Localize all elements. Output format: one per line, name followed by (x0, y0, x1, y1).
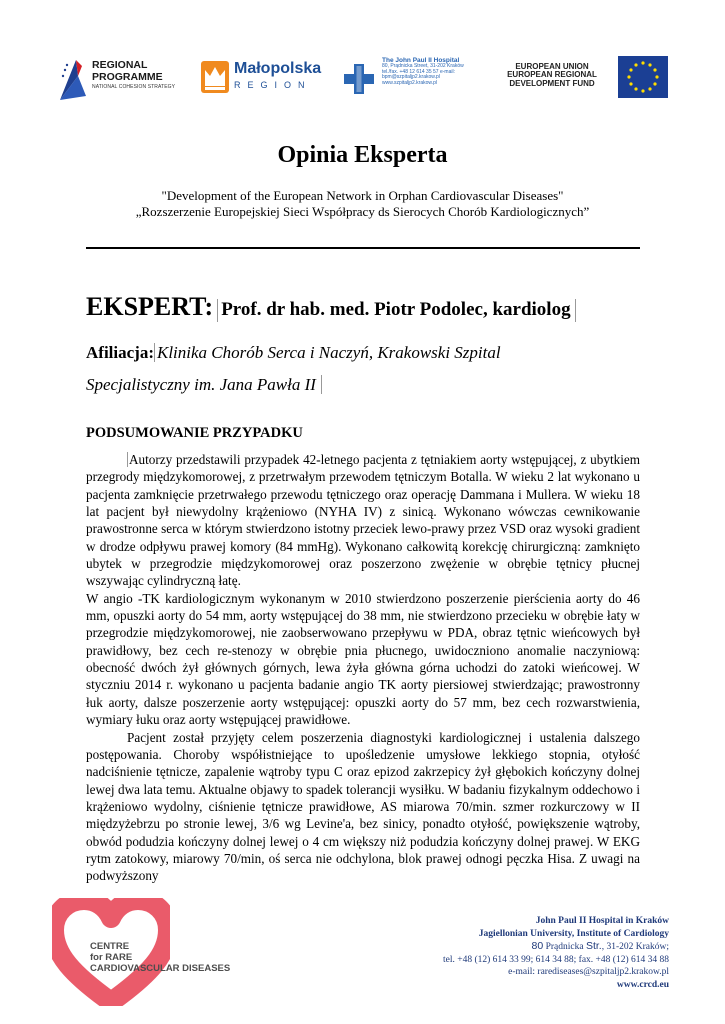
hospital-line4: www.szpitaljp2.krakow.pl (382, 79, 438, 86)
affiliation-field[interactable]: Klinika Chorób Serca i Naczyń, Krakowski Szpital (154, 343, 501, 362)
footer-contact (443, 915, 669, 992)
title-divider (86, 247, 640, 249)
eu-line3: DEVELOPMENT FUND (509, 78, 595, 88)
eu-text (502, 63, 602, 88)
eu-logo (502, 52, 668, 108)
contact-address-street: Prądnicka (545, 942, 584, 953)
paragraph-1-text: Autorzy przedstawili przypadek 42-letnego pacjenta z tętniakiem aorty wstępującej, z ubytkiem przegrody międzykomorowej, z przetrwałym przewodem tętniczym Botalla. W wieku 2 lat wykonano u pacjenta zamknięcie przetrwałego przewodu tętniczego oraz operację Dammana i Mullera. W wieku 18 lat pacjent był niewydolny krążeniowo (NYHA IV) z sinicą. Wykonano wówczas cewnikowanie prawostronne serca w którym stwierdzono istotny przeciek lewo-prawy przez VSD oraz wysoki gradient w drodze odpływu prawej komory (84 mmHg). Wykonano całkowitą korekcję chirurgiczną: zamknięto ubytek w przegrodzie międzykomorowej oraz poszerzono zwężenie w obrębie tętnicy płucnej wszywając cylindryczną łatę. (86, 452, 640, 589)
malopolska-line1: Małopolska (234, 60, 322, 77)
expert-name-field[interactable]: Prof. dr hab. med. Piotr Podolec, kardiolog (217, 299, 575, 322)
hospital-line2: tel./fax. +48 12 614 35 57 e-mail: (382, 68, 455, 75)
crcd-text (90, 942, 230, 975)
eu-flag-icon (618, 56, 668, 98)
contact-address-number: 80 (531, 940, 544, 953)
contact-hospital: John Paul II Hospital in Kraków (535, 916, 669, 926)
contact-address-rest: , 31-202 Kraków; (601, 942, 669, 953)
hospital-text (382, 57, 464, 86)
contact-address-str: Str. (585, 940, 602, 953)
contact-website-link[interactable]: www.crcd.eu (616, 979, 669, 990)
eu-line1: EUROPEAN UNION (515, 62, 589, 71)
expert-line (86, 292, 576, 322)
hospital-line1: 80, Prądnicka Street, 31-202 Kraków (382, 63, 464, 70)
crcd-logo (52, 898, 282, 1006)
case-summary-text (86, 451, 640, 885)
paragraph-3: Pacjent został przyjęty celem poszerzenia diagnostyki kardiologicznej i ustalenia dalszego postępowania. Choroby współistniejące to upośledzenie umysłowe lekkiego stopnia, otyłość nadciśnienie tętnicze, zapalenie wątroby typu C oraz epizod zakrzepicy żył głębokich kończyny dolnej lewej dwa lata temu. Aktualne objawy to spadek tolerancji wysiłku. W badaniu fizykalnym oddechowo i krążeniowo wydolny, ciśnienie tętnicze prawidłowe, AS miarowa 70/min. szmer rozkurczowy w II międzyżebrzu po stronie lewej, 3/6 wg Levine'a, bez sinicy, ponadto otyłość, powiększenie wątroby, obwód podudzia kończyny dolnej lewej o 4 cm większy niż podudzia kończyny dolnej prawej. W EKG rytm zatokowy, miarowy 70/min, oś serca nie odchylona, blok prawej odnogi pęczka Hisa. Z uwagi na podwyższony (86, 729, 640, 884)
expert-label: EKSPERT: (86, 292, 214, 321)
regional-programme-line2: PROGRAMME (92, 70, 163, 83)
crcd-line3: CARDIOVASCULAR DISEASES (90, 962, 231, 974)
affiliation-line-1 (86, 337, 646, 369)
subtitle-polish: „Rozszerzenie Europejskiej Sieci Współpracy ds Sierocych Chorób Kardiologicznych” (135, 204, 590, 219)
contact-email-link[interactable]: e-mail: rarediseases@szpitaljp2.krakow.pl (508, 967, 669, 978)
affiliation-label: Afiliacja: (86, 343, 154, 362)
regional-programme-icon (58, 56, 88, 102)
malopolska-logo (198, 52, 338, 108)
affiliation-line-2 (86, 369, 646, 401)
malopolska-crown-icon (200, 60, 230, 94)
hospital-cross-icon (342, 62, 376, 96)
section-heading: PODSUMOWANIE PRZYPADKU (86, 425, 303, 441)
contact-institute: Jagiellonian University, Institute of Cardiology (478, 928, 669, 939)
paragraph-1[interactable] (86, 451, 640, 590)
subtitle-english: "Development of the European Network in Orphan Cardiovascular Diseases" (161, 188, 564, 203)
hospital-line3: bpm@szpitaljp2.krakow.pl (382, 74, 440, 81)
malopolska-line2: REGION (234, 80, 312, 90)
crcd-line1: CENTRE (90, 941, 130, 952)
hospital-name: The John Paul II Hospital (382, 57, 460, 64)
document-title: Opinia Eksperta (277, 142, 448, 168)
malopolska-text (234, 61, 321, 90)
paragraph-2: W angio -TK kardiologicznym wykonanym w 2010 stwierdzono poszerzenie pierścienia aorty do 46 mm, opuszki aorty do 54 mm, aorty wstępującej do 38 mm, nie stwierdzono przecieku w obrębie łaty w przegrodzie międzykomorowej, nie zaobserwowano przepływu w PDA, obraz tętnic wieńcowych był prawidłowy, bez cech re-stenozy w obrębie pnia płucnego, uwidoczniono anomalie naczyniową: obecność dwóch żył głównych górnych, lewa żyła główna górna uchodzi do zatoki wieńcowej. W styczniu 2014 r. wykonano u pacjenta badanie angio TK aorty piersiowej stwierdzając; prawostronny łuk aorty, dalsze poszerzenie aorty wstępującej: opuszki aorty do 57 mm, bez cech rozwarstwienia, wymiary łuku oraz aorty wstępującej prawidłowe. (86, 590, 640, 728)
eu-line2: EUROPEAN REGIONAL (507, 70, 597, 80)
affiliation-block (86, 337, 646, 401)
regional-programme-logo (58, 52, 198, 108)
affiliation-field-continued[interactable]: Specjalistyczny im. Jana Pawła II (86, 375, 322, 394)
contact-address (443, 940, 669, 954)
regional-programme-line3: NATIONAL COHESION STRATEGY (92, 84, 176, 90)
header-logos (58, 52, 668, 108)
regional-programme-text (92, 60, 175, 90)
hospital-logo (342, 52, 492, 108)
crcd-line2: for RARE (90, 951, 133, 963)
document-subtitle (0, 188, 725, 220)
regional-programme-line1: REGIONAL (92, 59, 148, 71)
contact-phone: tel. +48 (12) 614 33 99; 614 34 88; fax. +48 (12) 614 34 88 (442, 954, 669, 965)
